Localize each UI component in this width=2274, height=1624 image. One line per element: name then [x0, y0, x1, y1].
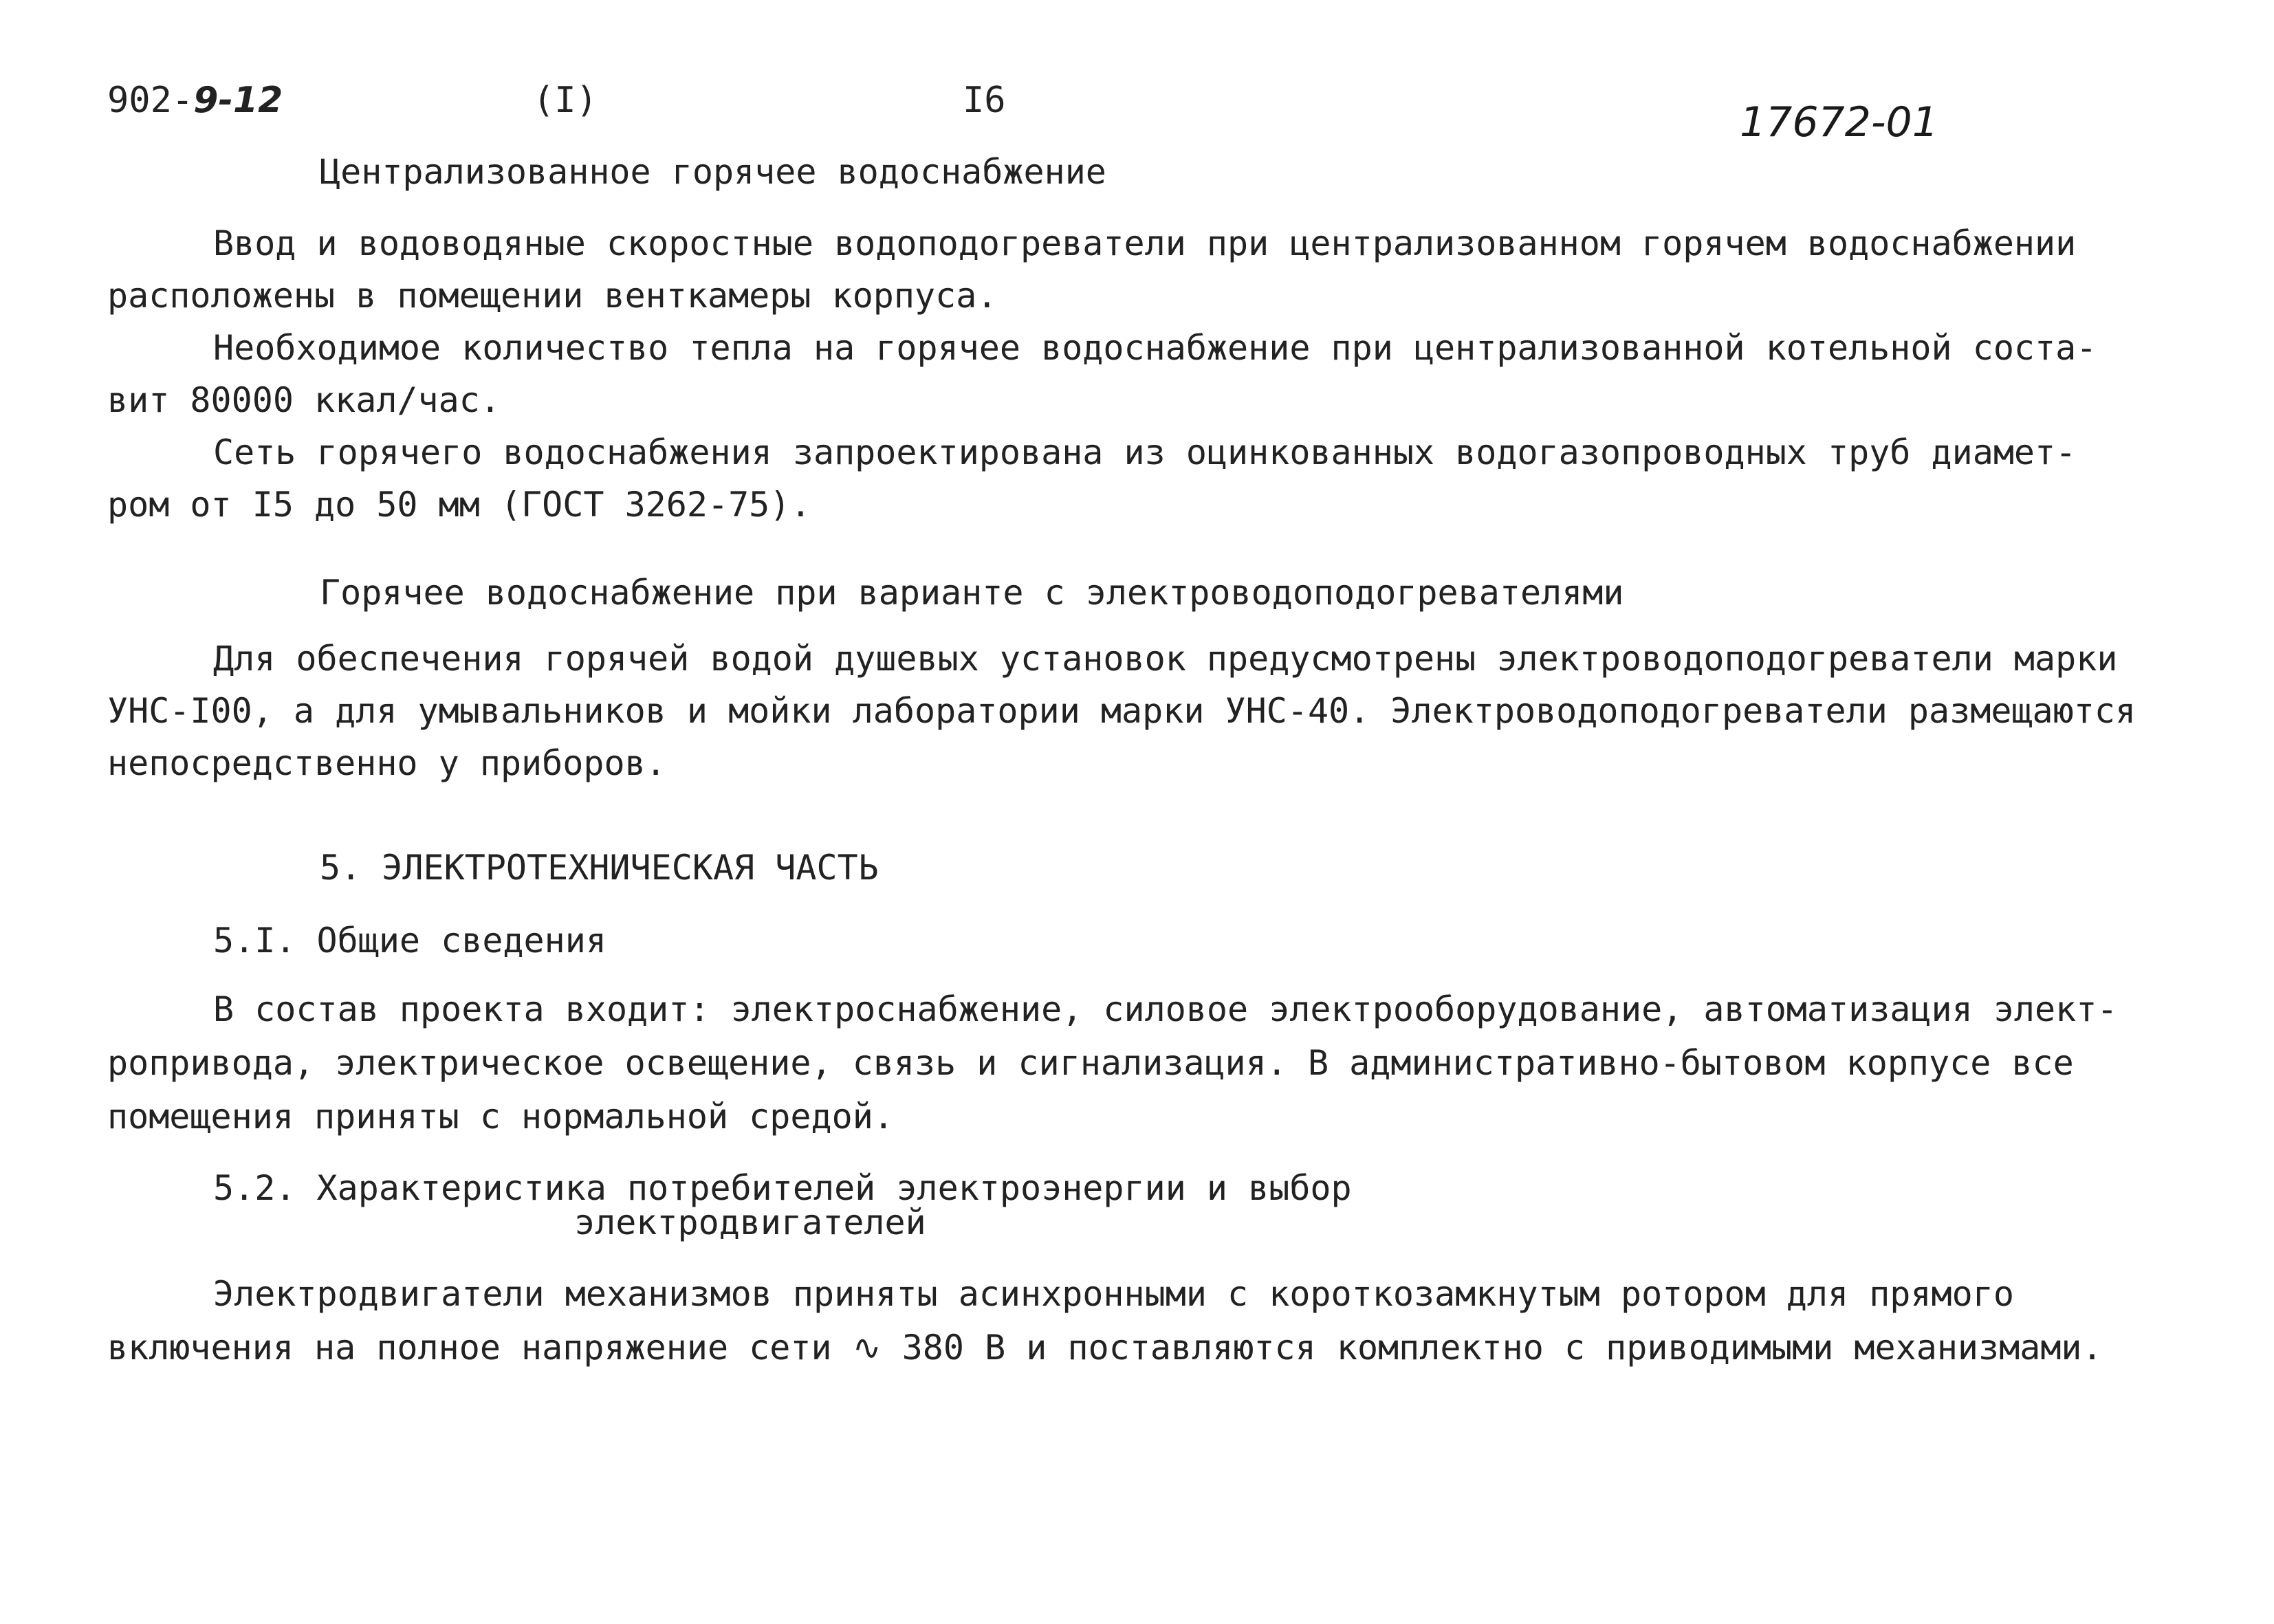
section-heading-electrical: 5. ЭЛЕКТРОТЕХНИЧЕСКАЯ ЧАСТЬ [320, 848, 879, 888]
paragraph-line: расположены в помещении венткамеры корпуса. [107, 276, 998, 316]
subsection-heading-consumers-cont: электродвигателей [574, 1203, 926, 1242]
paragraph-line: Сеть горячего водоснабжения запроектирована из оцинкованных водогазопроводных труб диамет- [213, 432, 2077, 472]
paragraph-line: УНС-I00, а для умывальников и мойки лаборатории марки УНС-40. Электроводоподогреватели размещаются [107, 691, 2136, 731]
document-code [107, 80, 283, 121]
paragraph-line: Ввод и водоводяные скоростные водоподогреватели при централизованном горячем водоснабжении [213, 223, 2077, 263]
paragraph-line: ром от I5 до 50 мм (ГОСТ 3262-75). [107, 485, 811, 525]
subsection-heading-general: 5.I. Общие сведения [213, 921, 606, 961]
paragraph-line: вит 80000 ккал/час. [107, 380, 501, 420]
part-number: (I) [533, 80, 598, 121]
paragraph-line: ропривода, электрическое освещение, связь и сигнализация. В административно-бытовом корпусе все [107, 1043, 2074, 1083]
paragraph-line: В состав проекта входит: электроснабжение, силовое электрооборудование, автоматизация элект- [213, 989, 2118, 1029]
heading-central-hot-water: Централизованное горячее водоснабжение [320, 152, 1106, 192]
paragraph-line: Для обеспечения горячей водой душевых установок предусмотрены электроводоподогреватели марки [213, 639, 2118, 679]
subsection-heading-consumers: 5.2. Характеристика потребителей электроэнергии и выбор [213, 1168, 1352, 1208]
paragraph-line: Электродвигатели механизмов приняты асинхронными с короткозамкнутым ротором для прямого [213, 1274, 2014, 1314]
inventory-number: 17672-01 [1740, 98, 1938, 146]
paragraph-line: помещения приняты с нормальной средой. [107, 1097, 894, 1137]
heading-electric-hot-water: Горячее водоснабжение при варианте с электроводоподогревателями [320, 573, 1624, 613]
document-code-prefix: 902- [107, 80, 194, 121]
document-code-handwritten: 9-12 [193, 80, 283, 121]
paragraph-line: включения на полное напряжение сети ∿ 380 В и поставляются комплектно с приводимыми механизмами. [107, 1328, 2103, 1368]
paragraph-line: Необходимое количество тепла на горячее водоснабжение при централизованной котельной соста- [213, 328, 2097, 368]
paragraph-line: непосредственно у приборов. [107, 743, 666, 783]
page-number: I6 [963, 80, 1006, 121]
